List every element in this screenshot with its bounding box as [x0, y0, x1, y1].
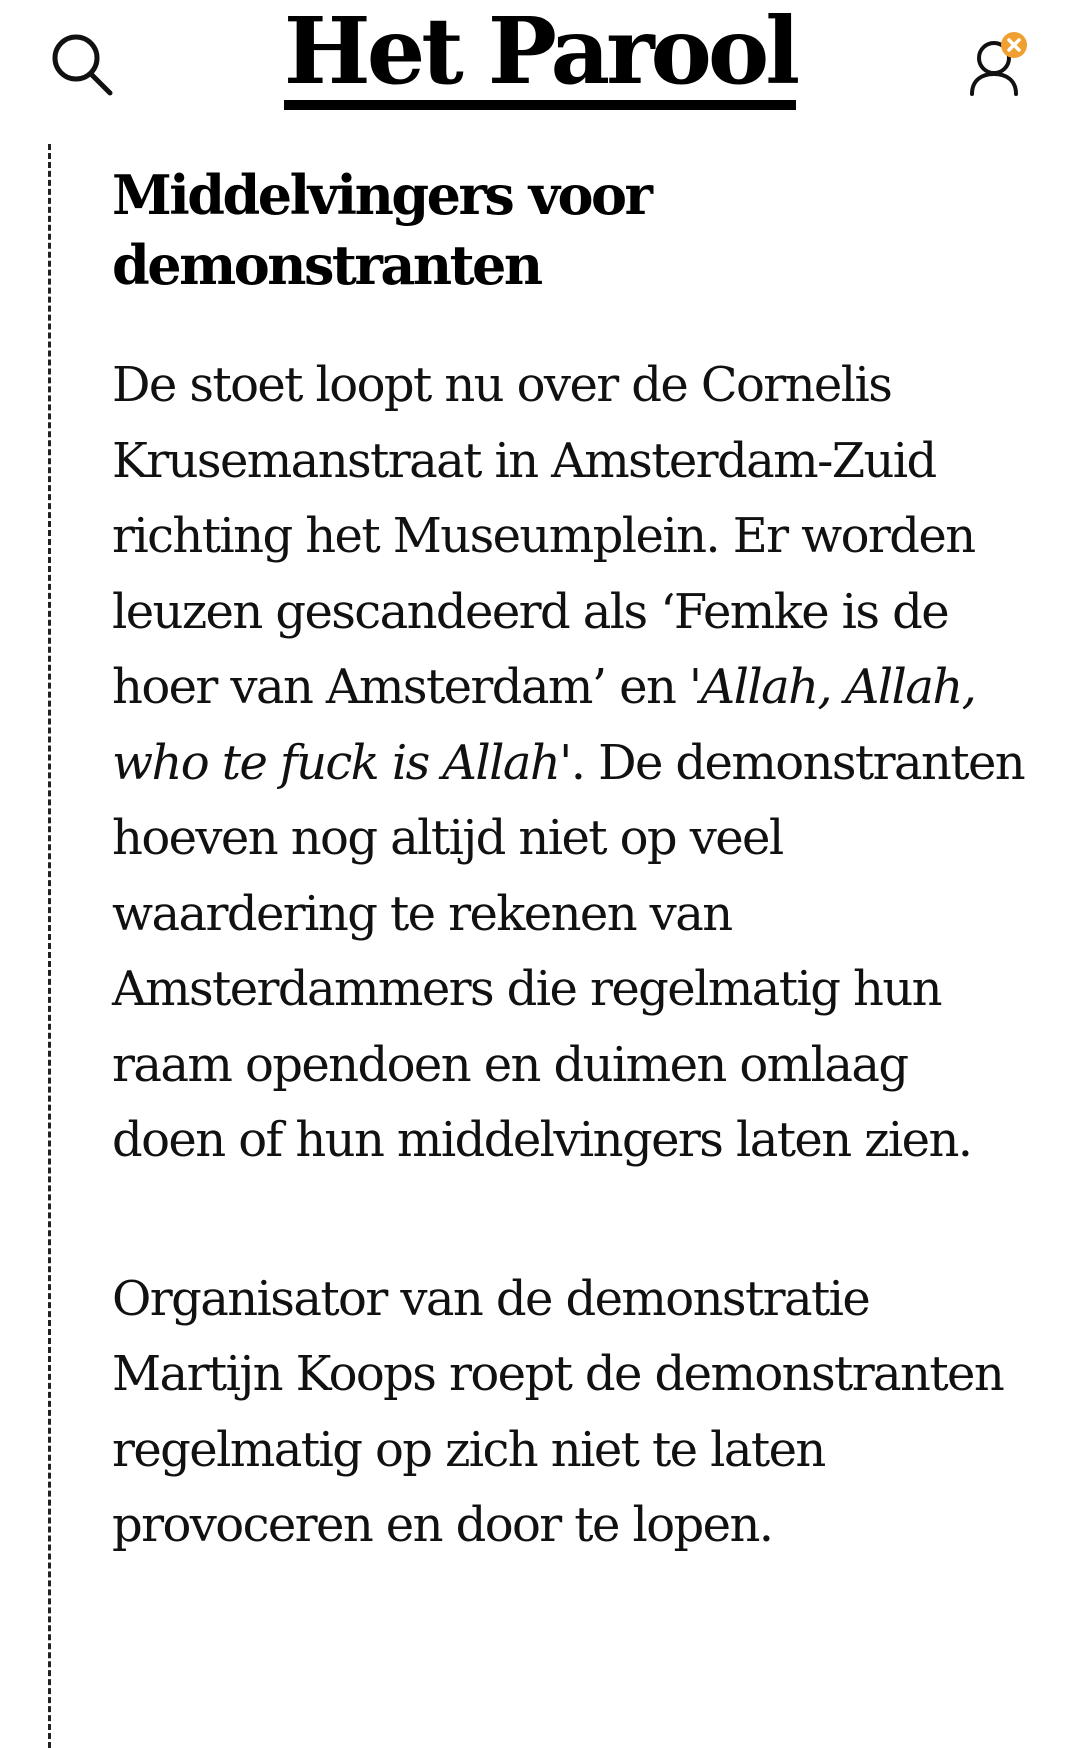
site-logo[interactable] — [0, 2, 1080, 110]
account-button[interactable] — [962, 28, 1032, 100]
entry-paragraph — [112, 348, 1032, 1179]
entry-paragraph-2: Organisator van de demonstratie Martijn Koops roept de demonstranten regelmatig op zich niet te laten provoceren en door te lopen. — [112, 1270, 1004, 1553]
user-account-icon — [962, 28, 1032, 100]
entry-headline: Middelvingers voor demonstranten — [112, 163, 651, 297]
liveblog-entry — [112, 160, 1032, 1564]
paragraph-text: De stoet loopt nu over de Cornelis Krusemanstraat in Amsterdam-Zuid richting het Museumplein. Er worden leuzen gescandeerd als ‘Femke is de hoer van Amsterdam’ en ' — [112, 357, 975, 715]
quoted-chant: Allah, Allah, who te fuck is Allah — [112, 659, 976, 791]
paragraph-text-continued: '. De demonstranten hoeven nog altijd niet op veel waardering te rekenen van Amsterdammers die regelmatig hun raam opendoen en duimen omlaag doen of hun middelvingers laten zien. — [112, 734, 1025, 1168]
logo-text: Het Parool — [284, 2, 796, 110]
liveblog-timeline-line — [48, 144, 51, 1748]
close-x-badge-icon — [1001, 32, 1027, 58]
top-header — [0, 0, 1080, 118]
